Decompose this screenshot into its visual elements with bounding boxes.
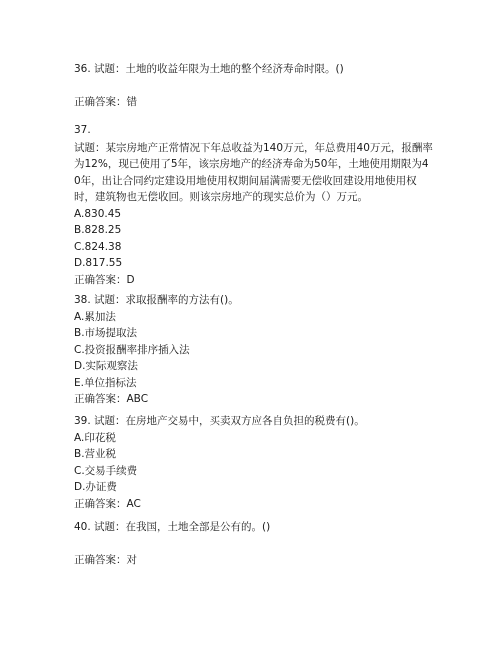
question-stem: 38. 试题：求取报酬率的方法有()。 — [74, 294, 239, 306]
answer-40 — [74, 552, 434, 569]
question-stem: 36. 试题：土地的收益年限为土地的整个经济寿命时限。() — [74, 63, 344, 75]
question-39 — [74, 413, 434, 512]
option-c: C.824.38 — [74, 240, 122, 253]
option-e: E.单位指标法 — [74, 376, 137, 389]
option-a: A.830.45 — [74, 207, 122, 220]
question-37 — [74, 122, 434, 288]
question-40 — [74, 519, 434, 536]
option-a: A.印花税 — [74, 431, 116, 444]
question-36 — [74, 61, 434, 78]
option-c: C.投资报酬率排序插入法 — [74, 343, 190, 356]
option-d: D.817.55 — [74, 257, 123, 269]
question-stem: 试题：某宗房地产正常情况下年总收益为140万元，年总费用40万元，报酬率为12%，现已使用了5年，该宗房地产的经济寿命为50年，土地使用期限为40年，出让合同约定建设用地使用权期间届满需要无偿收回建设用地使用权时，建筑物也无偿收回。则该宗房地产的现实总价为（）万元。 — [74, 141, 433, 203]
question-38 — [74, 292, 434, 408]
option-d: D.实际观察法 — [74, 360, 138, 372]
question-stem: 39. 试题：在房地产交易中，买卖双方应各自负担的税费有()。 — [74, 415, 365, 427]
answer-text: 正确答案：ABC — [74, 393, 149, 405]
option-b: B.828.25 — [74, 224, 122, 236]
answer-text: 正确答案：错 — [74, 96, 137, 108]
option-d: D.办证费 — [74, 481, 117, 493]
option-c: C.交易手续费 — [74, 464, 138, 477]
answer-text: 正确答案：对 — [74, 554, 137, 566]
answer-36 — [74, 94, 434, 111]
option-b: B.市场提取法 — [74, 327, 138, 339]
answer-text: 正确答案：D — [74, 273, 135, 286]
option-b: B.营业税 — [74, 448, 117, 460]
option-a: A.累加法 — [74, 310, 116, 323]
answer-text: 正确答案：AC — [74, 497, 141, 510]
question-stem: 40. 试题：在我国，土地全部是公有的。() — [74, 521, 271, 533]
question-number: 37. — [74, 124, 91, 136]
